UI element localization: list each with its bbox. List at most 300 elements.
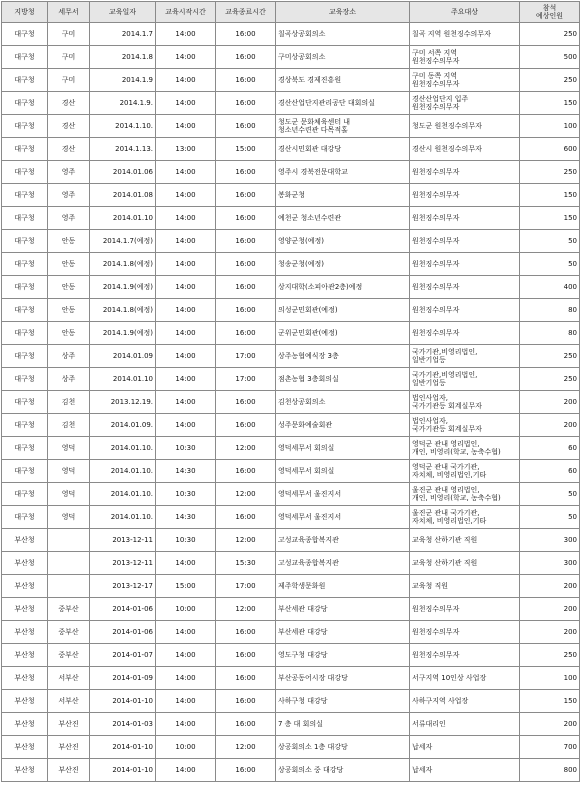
start-time-cell: 13:00 — [156, 138, 216, 161]
venue-cell: 상지대학(소피아관2층)예정 — [276, 276, 410, 299]
date-cell: 2014-01-07 — [90, 644, 156, 667]
date-cell: 2014.01.10. — [90, 483, 156, 506]
end-time-cell: 16:00 — [216, 690, 276, 713]
table-header — [2, 2, 580, 23]
venue-cell: 부산세관 대강당 — [276, 621, 410, 644]
end-time-cell: 15:30 — [216, 552, 276, 575]
target-cell: 경산시 원천징수의무자 — [410, 138, 520, 161]
header-col-end-time: 교육종료시간 — [216, 2, 276, 23]
office-cell: 부산진 — [48, 713, 90, 736]
table-row — [2, 138, 580, 161]
target-cell: 원천징수의무자 — [410, 207, 520, 230]
start-time-cell: 14:00 — [156, 391, 216, 414]
office-cell: 서부산 — [48, 667, 90, 690]
office-cell: 김천 — [48, 414, 90, 437]
table-row — [2, 115, 580, 138]
date-cell: 2014.01.10. — [90, 437, 156, 460]
start-time-cell: 14:00 — [156, 368, 216, 391]
table-row — [2, 46, 580, 69]
target-cell: 사하구지역 사업장 — [410, 690, 520, 713]
target-cell: 구미 서쪽 지역 원천징수의무자 — [410, 46, 520, 69]
target-cell: 원천징수의무자 — [410, 322, 520, 345]
header-col-attendees: 참석 예상인원 — [520, 2, 580, 23]
target-cell: 청도군 원천징수의무자 — [410, 115, 520, 138]
end-time-cell: 16:00 — [216, 184, 276, 207]
table-row — [2, 92, 580, 115]
date-cell: 2013-12-17 — [90, 575, 156, 598]
attendees-cell: 100 — [520, 667, 580, 690]
table-row — [2, 460, 580, 483]
attendees-cell: 80 — [520, 322, 580, 345]
venue-cell: 구미상공회의소 — [276, 46, 410, 69]
office-cell: 중부산 — [48, 598, 90, 621]
attendees-cell: 50 — [520, 230, 580, 253]
start-time-cell: 14:00 — [156, 115, 216, 138]
attendees-cell: 250 — [520, 368, 580, 391]
table-row — [2, 23, 580, 46]
start-time-cell: 14:00 — [156, 759, 216, 782]
venue-cell: 영도구청 대강당 — [276, 644, 410, 667]
start-time-cell: 15:00 — [156, 575, 216, 598]
venue-cell: 예천군 청소년수련관 — [276, 207, 410, 230]
region-cell: 대구청 — [2, 276, 48, 299]
start-time-cell: 14:00 — [156, 276, 216, 299]
region-cell: 대구청 — [2, 414, 48, 437]
venue-cell: 칠곡상공회의소 — [276, 23, 410, 46]
start-time-cell: 14:00 — [156, 92, 216, 115]
venue-cell: 영덕세무서 울진지서 — [276, 506, 410, 529]
region-cell: 대구청 — [2, 322, 48, 345]
venue-cell: 성주문화예술회관 — [276, 414, 410, 437]
table-row — [2, 644, 580, 667]
training-schedule-table — [1, 1, 580, 782]
region-cell: 대구청 — [2, 115, 48, 138]
venue-cell: 영주시 경북전문대학교 — [276, 161, 410, 184]
attendees-cell: 500 — [520, 46, 580, 69]
office-cell: 영덕 — [48, 460, 90, 483]
attendees-cell: 250 — [520, 345, 580, 368]
date-cell: 2014.01.06 — [90, 161, 156, 184]
target-cell: 원천징수의무자 — [410, 644, 520, 667]
date-cell: 2013.12.19. — [90, 391, 156, 414]
end-time-cell: 16:00 — [216, 391, 276, 414]
date-cell: 2014.1.8(예정) — [90, 253, 156, 276]
target-cell: 원천징수의무자 — [410, 184, 520, 207]
end-time-cell: 16:00 — [216, 713, 276, 736]
table-row — [2, 161, 580, 184]
table-row — [2, 667, 580, 690]
end-time-cell: 16:00 — [216, 69, 276, 92]
attendees-cell: 200 — [520, 391, 580, 414]
attendees-cell: 150 — [520, 207, 580, 230]
target-cell: 원천징수의무자 — [410, 276, 520, 299]
region-cell: 대구청 — [2, 345, 48, 368]
start-time-cell: 14:00 — [156, 253, 216, 276]
date-cell: 2014.01.09 — [90, 345, 156, 368]
office-cell: 안동 — [48, 322, 90, 345]
date-cell: 2014.1.9(예정) — [90, 322, 156, 345]
region-cell: 부산청 — [2, 667, 48, 690]
end-time-cell: 16:00 — [216, 253, 276, 276]
target-cell: 국가기관,비영리법인, 일반기업등 — [410, 345, 520, 368]
attendees-cell: 200 — [520, 621, 580, 644]
attendees-cell: 250 — [520, 644, 580, 667]
table-row — [2, 552, 580, 575]
region-cell: 부산청 — [2, 552, 48, 575]
venue-cell: 영덕세무서 울진지서 — [276, 483, 410, 506]
target-cell: 교육청 산하기관 직원 — [410, 529, 520, 552]
target-cell: 법인사업자, 국가기관등 회계실무자 — [410, 414, 520, 437]
start-time-cell: 14:00 — [156, 23, 216, 46]
office-cell: 영덕 — [48, 506, 90, 529]
office-cell: 영주 — [48, 184, 90, 207]
table-row — [2, 506, 580, 529]
end-time-cell: 16:00 — [216, 276, 276, 299]
end-time-cell: 16:00 — [216, 322, 276, 345]
region-cell: 대구청 — [2, 69, 48, 92]
office-cell: 구미 — [48, 46, 90, 69]
table-row — [2, 575, 580, 598]
date-cell: 2014-01-10 — [90, 736, 156, 759]
target-cell: 원천징수의무자 — [410, 598, 520, 621]
date-cell: 2014.1.9(예정) — [90, 276, 156, 299]
office-cell: 안동 — [48, 299, 90, 322]
office-cell: 경산 — [48, 138, 90, 161]
date-cell: 2014.1.9 — [90, 69, 156, 92]
table-row — [2, 207, 580, 230]
end-time-cell: 12:00 — [216, 483, 276, 506]
end-time-cell: 15:00 — [216, 138, 276, 161]
date-cell: 2014.01.10 — [90, 207, 156, 230]
table-row — [2, 368, 580, 391]
table-row — [2, 345, 580, 368]
attendees-cell: 60 — [520, 437, 580, 460]
start-time-cell: 14:00 — [156, 69, 216, 92]
date-cell: 2014.1.7 — [90, 23, 156, 46]
target-cell: 경산산업단지 입주 원천징수의무자 — [410, 92, 520, 115]
venue-cell: 상공회의소 1층 대강당 — [276, 736, 410, 759]
table-row — [2, 437, 580, 460]
attendees-cell: 80 — [520, 299, 580, 322]
region-cell: 부산청 — [2, 759, 48, 782]
attendees-cell: 250 — [520, 23, 580, 46]
end-time-cell: 16:00 — [216, 621, 276, 644]
table-row — [2, 736, 580, 759]
table-row — [2, 483, 580, 506]
office-cell: 구미 — [48, 69, 90, 92]
end-time-cell: 12:00 — [216, 437, 276, 460]
region-cell: 부산청 — [2, 575, 48, 598]
start-time-cell: 14:00 — [156, 299, 216, 322]
target-cell: 서류대리인 — [410, 713, 520, 736]
attendees-cell: 150 — [520, 184, 580, 207]
region-cell: 부산청 — [2, 529, 48, 552]
end-time-cell: 16:00 — [216, 506, 276, 529]
office-cell: 영덕 — [48, 483, 90, 506]
target-cell: 원천징수의무자 — [410, 253, 520, 276]
date-cell: 2014.01.09. — [90, 414, 156, 437]
table-row — [2, 230, 580, 253]
target-cell: 납세자 — [410, 736, 520, 759]
table-row — [2, 529, 580, 552]
start-time-cell: 14:00 — [156, 414, 216, 437]
date-cell: 2014.01.10. — [90, 506, 156, 529]
target-cell: 원천징수의무자 — [410, 621, 520, 644]
venue-cell: 고성교육종합복지관 — [276, 552, 410, 575]
start-time-cell: 14:00 — [156, 207, 216, 230]
target-cell: 구미 동쪽 지역 원천징수의무자 — [410, 69, 520, 92]
region-cell: 대구청 — [2, 184, 48, 207]
start-time-cell: 14:00 — [156, 667, 216, 690]
attendees-cell: 300 — [520, 552, 580, 575]
office-cell: 영덕 — [48, 437, 90, 460]
date-cell: 2014-01-06 — [90, 621, 156, 644]
start-time-cell: 14:00 — [156, 621, 216, 644]
header-col-date: 교육일자 — [90, 2, 156, 23]
venue-cell: 점촌농협 3층회의실 — [276, 368, 410, 391]
venue-cell: 경상북도 경제진흥원 — [276, 69, 410, 92]
table-row — [2, 299, 580, 322]
attendees-cell: 50 — [520, 506, 580, 529]
start-time-cell: 14:00 — [156, 713, 216, 736]
target-cell: 서구지역 10인상 사업장 — [410, 667, 520, 690]
region-cell: 대구청 — [2, 299, 48, 322]
start-time-cell: 14:00 — [156, 322, 216, 345]
region-cell: 대구청 — [2, 46, 48, 69]
region-cell: 대구청 — [2, 161, 48, 184]
attendees-cell: 200 — [520, 598, 580, 621]
end-time-cell: 16:00 — [216, 414, 276, 437]
office-cell: 부산진 — [48, 736, 90, 759]
end-time-cell: 16:00 — [216, 207, 276, 230]
target-cell: 국가기관,비영리법인, 일반기업등 — [410, 368, 520, 391]
attendees-cell: 700 — [520, 736, 580, 759]
header-col-target: 주요대상 — [410, 2, 520, 23]
start-time-cell: 10:30 — [156, 483, 216, 506]
venue-cell: 영양군청(예정) — [276, 230, 410, 253]
attendees-cell: 50 — [520, 483, 580, 506]
table-row — [2, 69, 580, 92]
region-cell: 부산청 — [2, 713, 48, 736]
office-cell: 안동 — [48, 276, 90, 299]
office-cell: 안동 — [48, 230, 90, 253]
venue-cell: 영덕세무서 회의실 — [276, 460, 410, 483]
target-cell: 울진군 관내 국가기관, 자치체, 비영리법인,기타 — [410, 506, 520, 529]
table-row — [2, 598, 580, 621]
table-row — [2, 713, 580, 736]
venue-cell: 상주농협예식장 3층 — [276, 345, 410, 368]
date-cell: 2013-12-11 — [90, 552, 156, 575]
table-row — [2, 391, 580, 414]
office-cell — [48, 552, 90, 575]
region-cell: 부산청 — [2, 621, 48, 644]
end-time-cell: 17:00 — [216, 575, 276, 598]
attendees-cell: 200 — [520, 414, 580, 437]
attendees-cell: 400 — [520, 276, 580, 299]
table-row — [2, 322, 580, 345]
target-cell: 교육청 직원 — [410, 575, 520, 598]
office-cell: 중부산 — [48, 644, 90, 667]
region-cell: 대구청 — [2, 253, 48, 276]
office-cell — [48, 529, 90, 552]
attendees-cell: 150 — [520, 92, 580, 115]
venue-cell: 청도군 문화체육센터 내 청소년수련관 다목적홀 — [276, 115, 410, 138]
office-cell: 구미 — [48, 23, 90, 46]
start-time-cell: 14:00 — [156, 46, 216, 69]
table-row — [2, 690, 580, 713]
target-cell: 원천징수의무자 — [410, 299, 520, 322]
start-time-cell: 14:00 — [156, 552, 216, 575]
start-time-cell: 14:00 — [156, 644, 216, 667]
venue-cell: 부산세관 대강당 — [276, 598, 410, 621]
venue-cell: 영덕세무서 회의실 — [276, 437, 410, 460]
attendees-cell: 50 — [520, 253, 580, 276]
start-time-cell: 14:00 — [156, 230, 216, 253]
date-cell: 2014.1.13. — [90, 138, 156, 161]
region-cell: 대구청 — [2, 483, 48, 506]
attendees-cell: 600 — [520, 138, 580, 161]
date-cell: 2014-01-06 — [90, 598, 156, 621]
header-col-start-time: 교육시작시간 — [156, 2, 216, 23]
end-time-cell: 16:00 — [216, 161, 276, 184]
table-row — [2, 621, 580, 644]
date-cell: 2014-01-10 — [90, 759, 156, 782]
header-col-venue: 교육장소 — [276, 2, 410, 23]
office-cell: 경산 — [48, 115, 90, 138]
office-cell: 영주 — [48, 207, 90, 230]
region-cell: 대구청 — [2, 230, 48, 253]
start-time-cell: 14:30 — [156, 506, 216, 529]
end-time-cell: 16:00 — [216, 667, 276, 690]
venue-cell: 의성군민회관(예정) — [276, 299, 410, 322]
venue-cell: 김천상공회의소 — [276, 391, 410, 414]
region-cell: 대구청 — [2, 506, 48, 529]
end-time-cell: 16:00 — [216, 92, 276, 115]
region-cell: 대구청 — [2, 368, 48, 391]
region-cell: 대구청 — [2, 92, 48, 115]
table-body — [2, 23, 580, 782]
header-row — [2, 2, 580, 23]
date-cell: 2014.1.7(예정) — [90, 230, 156, 253]
target-cell: 법인사업자, 국가기관등 회계실무자 — [410, 391, 520, 414]
target-cell: 원천징수의무자 — [410, 230, 520, 253]
start-time-cell: 10:00 — [156, 736, 216, 759]
end-time-cell: 12:00 — [216, 529, 276, 552]
region-cell: 대구청 — [2, 207, 48, 230]
region-cell: 대구청 — [2, 437, 48, 460]
office-cell: 중부산 — [48, 621, 90, 644]
end-time-cell: 17:00 — [216, 368, 276, 391]
start-time-cell: 14:00 — [156, 690, 216, 713]
office-cell — [48, 575, 90, 598]
start-time-cell: 10:30 — [156, 437, 216, 460]
office-cell: 경산 — [48, 92, 90, 115]
venue-cell: 청송군청(예정) — [276, 253, 410, 276]
target-cell: 영덕군 관내 영리법인, 개인, 비영리(학교, 농축수협) — [410, 437, 520, 460]
date-cell: 2014.1.8(예정) — [90, 299, 156, 322]
venue-cell: 부산공동어시장 대강당 — [276, 667, 410, 690]
end-time-cell: 16:00 — [216, 460, 276, 483]
target-cell: 영덕군 관내 국가기관, 자치체, 비영리법인,기타 — [410, 460, 520, 483]
attendees-cell: 150 — [520, 690, 580, 713]
region-cell: 대구청 — [2, 23, 48, 46]
table-row — [2, 276, 580, 299]
table-row — [2, 184, 580, 207]
target-cell: 납세자 — [410, 759, 520, 782]
end-time-cell: 17:00 — [216, 345, 276, 368]
table-row — [2, 414, 580, 437]
region-cell: 부산청 — [2, 598, 48, 621]
attendees-cell: 300 — [520, 529, 580, 552]
end-time-cell: 16:00 — [216, 299, 276, 322]
target-cell: 원천징수의무자 — [410, 161, 520, 184]
target-cell: 칠곡 지역 원천징수의무자 — [410, 23, 520, 46]
region-cell: 대구청 — [2, 138, 48, 161]
region-cell: 부산청 — [2, 736, 48, 759]
start-time-cell: 10:30 — [156, 529, 216, 552]
header-col-region: 지방청 — [2, 2, 48, 23]
target-cell: 울진군 관내 영리법인, 개인, 비영리(학교, 농축수협) — [410, 483, 520, 506]
date-cell: 2014.01.10. — [90, 460, 156, 483]
attendees-cell: 200 — [520, 575, 580, 598]
office-cell: 안동 — [48, 253, 90, 276]
venue-cell: 7 층 대 회의실 — [276, 713, 410, 736]
region-cell: 부산청 — [2, 644, 48, 667]
end-time-cell: 12:00 — [216, 736, 276, 759]
office-cell: 영주 — [48, 161, 90, 184]
start-time-cell: 14:30 — [156, 460, 216, 483]
table-row — [2, 759, 580, 782]
date-cell: 2014.1.10. — [90, 115, 156, 138]
region-cell: 부산청 — [2, 690, 48, 713]
date-cell: 2014-01-10 — [90, 690, 156, 713]
end-time-cell: 12:00 — [216, 598, 276, 621]
venue-cell: 경산산업단지관리공단 대회의실 — [276, 92, 410, 115]
attendees-cell: 100 — [520, 115, 580, 138]
table-row — [2, 253, 580, 276]
date-cell: 2014-01-03 — [90, 713, 156, 736]
region-cell: 대구청 — [2, 391, 48, 414]
date-cell: 2014.1.9. — [90, 92, 156, 115]
attendees-cell: 250 — [520, 161, 580, 184]
venue-cell: 제주학생문화원 — [276, 575, 410, 598]
end-time-cell: 16:00 — [216, 230, 276, 253]
office-cell: 상주 — [48, 345, 90, 368]
venue-cell: 고성교육종합복지관 — [276, 529, 410, 552]
attendees-cell: 60 — [520, 460, 580, 483]
start-time-cell: 14:00 — [156, 184, 216, 207]
date-cell: 2014-01-09 — [90, 667, 156, 690]
header-col-office: 세무서 — [48, 2, 90, 23]
end-time-cell: 16:00 — [216, 23, 276, 46]
venue-cell: 군위군민회관(예정) — [276, 322, 410, 345]
target-cell: 교육청 산하기관 직원 — [410, 552, 520, 575]
start-time-cell: 14:00 — [156, 345, 216, 368]
date-cell: 2013-12-11 — [90, 529, 156, 552]
region-cell: 대구청 — [2, 460, 48, 483]
end-time-cell: 16:00 — [216, 46, 276, 69]
venue-cell: 상공회의소 중 대강당 — [276, 759, 410, 782]
venue-cell: 경산시민회관 대강당 — [276, 138, 410, 161]
office-cell: 서부산 — [48, 690, 90, 713]
attendees-cell: 200 — [520, 713, 580, 736]
attendees-cell: 800 — [520, 759, 580, 782]
end-time-cell: 16:00 — [216, 759, 276, 782]
date-cell: 2014.1.8 — [90, 46, 156, 69]
venue-cell: 봉화군청 — [276, 184, 410, 207]
start-time-cell: 10:00 — [156, 598, 216, 621]
attendees-cell: 250 — [520, 69, 580, 92]
